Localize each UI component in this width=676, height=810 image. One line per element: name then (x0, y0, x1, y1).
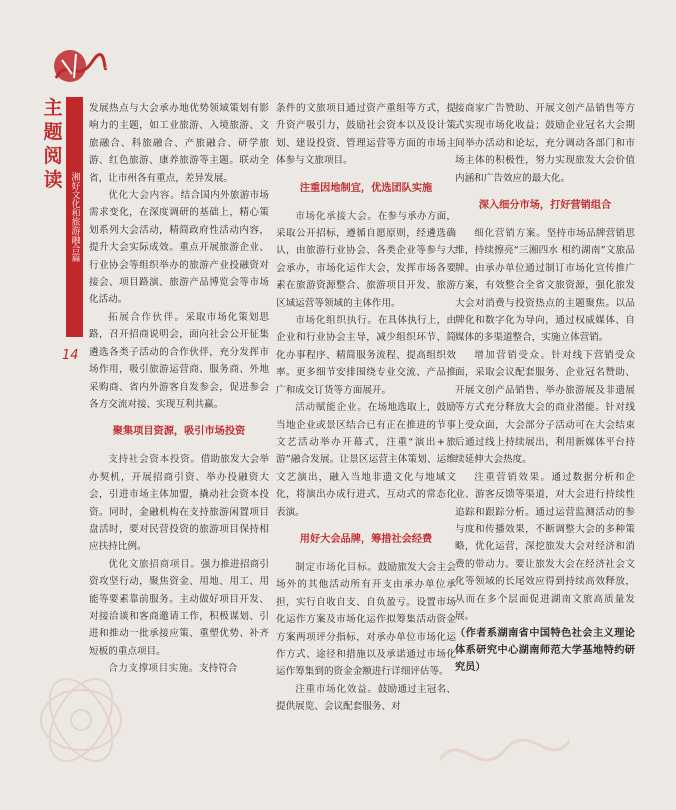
paragraph (89, 309, 269, 413)
paragraph (455, 469, 635, 626)
paragraph-body: 在场地选取上，鼓励当地企业或景区结合已有正在推进的节事文艺活动举办开幕式，注重“演出+旅游”融合发展。让景区运营主体策划、运维文艺演出，融入当地非遗文化与地域文化，将演出办成行进式、互动式的常态化表演。 (276, 402, 457, 518)
section-title-char: 主 (43, 97, 63, 119)
paragraph (276, 399, 456, 521)
paragraph-lead: 细化营销方案。 (474, 228, 547, 240)
paragraph-body: 针对线下营销受众面，采取会议配套服务、企业冠名赞助、开展文创产品销售、举办旅游展及非遗展等方式充分释放大会的商业潜能。针对线上受众面，大会部分子活动可在大会结束后通过线上持续展出，利用新媒体平台持续延伸大会热度。 (455, 349, 635, 466)
paragraph-lead: 优化大会内容。 (108, 190, 181, 202)
paragraph (276, 208, 456, 312)
section-subtitle: 湘好文化和旅游融合篇 (69, 172, 80, 262)
section-title (42, 96, 64, 192)
section-title-char: 读 (43, 169, 63, 191)
section-subtitle-bar (66, 97, 83, 337)
wave-decoration-icon (440, 720, 570, 780)
paragraph-body: 采取市场化策划思路，召开招商说明会，面向社会公开征集遴选各类子活动的合作伙伴，充分发挥市场作用，吸引旅游运营商、服务商、外地采购商、省内外游客自发参会，促进参会各方交流对接、实现互利共赢。 (89, 311, 269, 410)
paragraph-lead: 市场化组织执行。 (295, 315, 378, 327)
paragraph (276, 681, 456, 716)
text-column-3 (455, 100, 635, 676)
paragraph (89, 451, 269, 555)
paragraph-lead: 支持社会资本投资。 (108, 454, 201, 466)
paragraph: 发展热点与大会承办地优势领域策划有影响力的主题，如工业旅游、入境旅游、文旅融合、科旅融合、产旅融合、研学旅游、红色旅游、康养旅游等主题。联动全省，让市州各有重点，差异发展。 (89, 103, 269, 184)
paragraph-body: 鼓励通过主冠名、提供展览、会议配套服务、对 (276, 683, 457, 713)
paragraph-lead: 拓展合作伙伴。 (108, 311, 186, 323)
paragraph (276, 312, 456, 399)
paragraph (455, 225, 635, 347)
page-number: 14 (62, 348, 79, 363)
paragraph-lead: 市场化承接大会。 (295, 210, 378, 222)
paragraph-lead: 制定市场化目标。 (295, 561, 378, 573)
paragraph-body: 借助旅发大会举办契机，开展招商引资、举办投融资大会，引进市场主体加盟，撬动社会资本投资。同时，金融机构在支持旅游闲置项目盘活时，要对民营投资的旅游项目保持相应扶持比例。 (89, 454, 269, 553)
paragraph-body: 结合国内外旅游市场需求变化，在深度调研的基础上，精心策划系列大会活动，精简政府性活动内容，提升大会实际成效。重点开展旅游企业、行业协会等组织举办的旅游产业投融资对接会、项目路演、旅游产品博览会等市场化活动。 (89, 190, 270, 306)
paragraph-body: 鼓励旅发大会主会场外的其他活动所有开支由承办单位承担，实行自收自支、自负盈亏。设置市场化运作方案及市场化运作拟筹集活动资金方案两项评分指标，对承办单位市场化运作方式、途径和措施以及承诺通过市场化运作筹集到的资金金额进行详细评估等。 (276, 561, 457, 678)
paragraph-lead: 注重营销效果。 (474, 471, 552, 483)
subheading: 深入细分市场，打好营销组合 (478, 200, 612, 212)
paragraph-lead: 合力支撑项目实施。 (108, 663, 200, 675)
paragraph-body: 强力推进招商引资攻坚行动，聚焦资金、用地、用工、用能等要素靠前服务。主动做好项目开发、对接洽谈和客商邀请工作，积极谋划、引进和推动一批承接应策、重塑优势、补齐短板的重点项目。 (89, 558, 269, 657)
paragraph: 接商家广告赞助、开展文创产品销售等方式实现市场化收益；鼓励企业冠名大会期间举办活动和论坛，充分调动各部门和市场主体的积极性，努力实现旅发大会价值内涵和广告效应的最大化。 (455, 103, 635, 184)
paragraph (455, 347, 635, 469)
author-note: （作者系湖南省中国特色社会主义理论体系研究中心湖南师范大学基地特约研究员） (455, 628, 635, 674)
paragraph-body: 支持符合 (199, 663, 238, 675)
subheading: 注重因地制宜，优选团队实施 (299, 182, 433, 194)
section-title-char: 题 (43, 121, 63, 143)
paragraph-body: 在具体执行上，由企业和行业协会主导，减少组织环节、简化办事程序、精简服务流程、提高组织效率。更多细节安排围绕专业交流、产品推广和成交订货等方面展开。 (276, 315, 457, 396)
paragraph: 条件的文旅项目通过资产重组等方式，提升资产吸引力，鼓励社会资本以及设计策划、建设投资、管理运营等方面的市场主体参与文旅项目。 (276, 103, 456, 167)
paragraph (276, 559, 456, 681)
paragraph-lead: 活动赋能企业。 (295, 402, 368, 414)
paragraph (89, 660, 269, 677)
subheading: 用好大会品牌，筹措社会经费 (299, 533, 433, 545)
paragraph-lead: 增加营销受众。 (474, 349, 552, 361)
paragraph-body: 坚持市场品牌营销思维，持续擦亮“三湘四水 相约湖南”文旅品牌。由承办单位通过制订市场化宣传推广方案，有效整合全省文旅资源，强化旅发大会对消费与投资热点的主题聚焦。以品牌化和数字化为导向，通过权威媒体、自媒体的多渠道整合，实施立体营销。 (455, 228, 636, 344)
text-column-2 (276, 100, 456, 716)
paragraph (89, 556, 269, 660)
paragraph-body: 在参与承办方面，采取公开招标，遵循自愿原则，经遴选确认，由旅游行业协会、各类企业等参与大会承办，市场化运作大会，发挥市场各要素在旅游资源整合、旅游项目开发、旅游区域运营等领域的主体作用。 (276, 210, 457, 309)
paragraph (89, 187, 269, 309)
subheading: 聚集项目资源，吸引市场投资 (112, 426, 246, 438)
section-title-char: 阅 (43, 145, 63, 167)
paragraph-lead: 优化文旅招商项目。 (108, 558, 201, 570)
text-column-1 (89, 100, 269, 678)
paragraph-lead: 注重市场化效益。 (295, 683, 378, 695)
paragraph-body: 通过数据分析和企业、游客反馈等渠道，对大会进行持续性追踪和跟踪分析。通过运营监测活动的参与度和传播效果，不断调整大会的多种策略，优化运营，深挖旅发大会对经济和消费的带动力。要让旅发大会在经济社会文化等领域的长尾效应得到持续高效释放，从而在多个层面促进湖南文旅高质量发展。 (455, 471, 635, 622)
calligraphy-logo (48, 48, 108, 92)
